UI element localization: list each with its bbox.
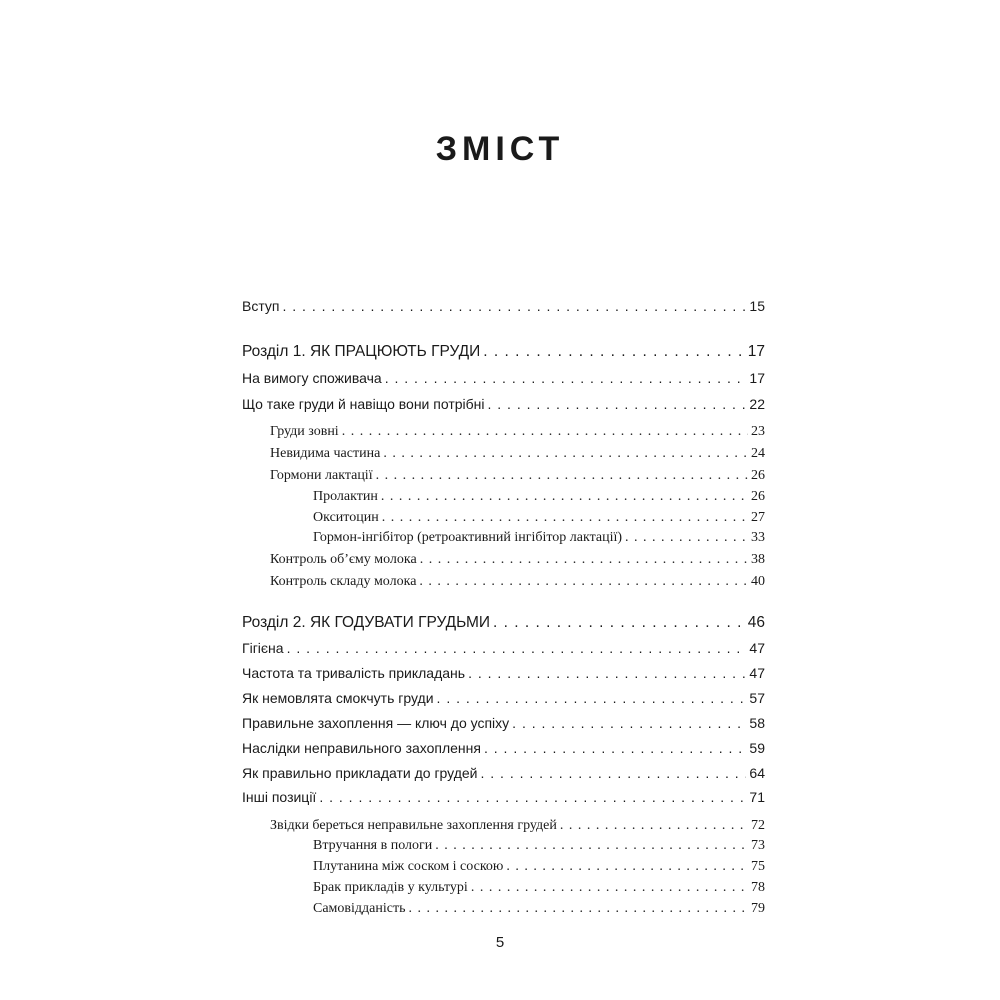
toc-entry-page: 79 — [751, 901, 765, 916]
toc-entry-page: 27 — [751, 510, 765, 525]
toc-subsubentry — [313, 510, 765, 526]
toc-subsubentry — [313, 880, 765, 896]
dot-leader — [382, 510, 748, 526]
dot-leader — [283, 298, 747, 314]
dot-leader — [483, 343, 744, 361]
toc-entry-title: Плутанина між соском і соскою — [313, 859, 504, 874]
toc-entry-page: 73 — [751, 838, 765, 853]
dot-leader — [435, 838, 748, 854]
toc-entry-title: Інші позиції — [242, 789, 317, 805]
toc-entry-page: 23 — [751, 424, 765, 439]
toc-entry-title: Вступ — [242, 298, 280, 314]
dot-leader — [437, 690, 747, 706]
toc-entry-page: 46 — [747, 614, 765, 631]
toc-subentry — [270, 424, 765, 440]
dot-leader — [420, 552, 748, 568]
toc-entry-title: Контроль об’єму молока — [270, 552, 417, 567]
toc-entry — [242, 396, 765, 412]
toc-subsubentry — [313, 901, 765, 917]
toc-entry-page: 72 — [751, 818, 765, 833]
dot-leader — [481, 765, 747, 781]
dot-leader — [506, 859, 748, 875]
toc-entry-title: Втручання в пологи — [313, 838, 433, 853]
toc-entry-title: Що таке груди й навіщо вони потрібні — [242, 396, 485, 412]
toc-entry-page: 38 — [751, 552, 765, 567]
dot-leader — [383, 446, 748, 462]
toc-entry-title: Як немовлята смокчуть груди — [242, 690, 434, 706]
toc-chapter — [242, 343, 765, 361]
toc-entry-page: 40 — [751, 574, 765, 589]
toc-entry-page: 71 — [749, 789, 765, 805]
toc-entry-title: Пролактин — [313, 489, 378, 504]
dot-leader — [287, 640, 747, 656]
toc-entry-page: 17 — [747, 343, 765, 360]
toc-entry-page: 22 — [749, 396, 765, 412]
toc-entry-title: Груди зовні — [270, 424, 339, 439]
toc-entry — [242, 765, 765, 781]
toc-subsubentry — [313, 489, 765, 505]
dot-leader — [488, 396, 747, 412]
toc-entry-page: 33 — [751, 530, 765, 545]
toc-entry-title: Брак прикладів у культурі — [313, 880, 468, 895]
toc-entry — [242, 715, 765, 731]
dot-leader — [376, 468, 748, 484]
toc-chapter — [242, 614, 765, 632]
toc-entry-page: 47 — [749, 640, 765, 656]
dot-leader — [385, 370, 747, 386]
toc-entry-page: 58 — [749, 715, 765, 731]
toc-subentry — [270, 574, 765, 590]
dot-leader — [342, 424, 748, 440]
toc-entry-page: 24 — [751, 446, 765, 461]
toc-entry-title: Гігієна — [242, 640, 284, 656]
toc-entry — [242, 690, 765, 706]
page-title: ЗМІСТ — [435, 130, 565, 168]
toc-entry-title: Контроль складу молока — [270, 574, 417, 589]
toc-subentry — [270, 468, 765, 484]
toc-entry-title: Розділ 1. ЯК ПРАЦЮЮТЬ ГРУДИ — [242, 343, 481, 360]
toc-entry-title: Невидима частина — [270, 446, 381, 461]
toc-entry-page: 64 — [749, 765, 765, 781]
toc-subentry — [270, 446, 765, 462]
dot-leader — [408, 901, 748, 917]
toc-entry — [242, 665, 765, 681]
dot-leader — [493, 614, 745, 632]
dot-leader — [419, 574, 748, 590]
dot-leader — [468, 665, 746, 681]
toc-entry — [242, 740, 765, 756]
toc-entry — [242, 789, 765, 805]
dot-leader — [319, 789, 746, 805]
toc-entry-title: Звідки береться неправильне захоплення грудей — [270, 818, 557, 833]
toc-subsubentry — [313, 530, 765, 546]
page-number: 5 — [495, 934, 505, 951]
toc-entry-page: 75 — [751, 859, 765, 874]
toc-entry-title: Розділ 2. ЯК ГОДУВАТИ ГРУДЬМИ — [242, 614, 491, 631]
toc-entry — [242, 370, 765, 386]
toc-entry-title: На вимогу споживача — [242, 370, 382, 386]
toc-entry — [242, 298, 765, 314]
dot-leader — [560, 818, 748, 834]
toc-entry-title: Як правильно прикладати до грудей — [242, 765, 478, 781]
toc-entry-page: 59 — [749, 740, 765, 756]
dot-leader — [512, 715, 746, 731]
toc-entry-title: Правильне захоплення — ключ до успіху — [242, 715, 510, 731]
toc-entry-page: 26 — [751, 468, 765, 483]
toc-entry-title: Самовідданість — [313, 901, 406, 916]
toc-subsubentry — [313, 838, 765, 854]
toc-subentry — [270, 552, 765, 568]
table-of-contents — [242, 0, 765, 1000]
toc-entry-title: Частота та тривалість прикладань — [242, 665, 466, 681]
toc-subentry — [270, 818, 765, 834]
toc-subsubentry — [313, 859, 765, 875]
toc-entry-page: 15 — [749, 298, 765, 314]
dot-leader — [484, 740, 746, 756]
toc-entry-title: Гормон-інгібітор (ретроактивний інгібітор лактації) — [313, 530, 623, 545]
toc-entry-title: Гормони лактації — [270, 468, 373, 483]
dot-leader — [471, 880, 748, 896]
dot-leader — [625, 530, 748, 546]
toc-entry-page: 47 — [749, 665, 765, 681]
dot-leader — [381, 489, 748, 505]
toc-entry-page: 78 — [751, 880, 765, 895]
toc-entry-title: Окситоцин — [313, 510, 379, 525]
toc-entry-title: Наслідки неправильного захоплення — [242, 740, 481, 756]
toc-entry-page: 17 — [749, 370, 765, 386]
toc-entry-page: 57 — [749, 690, 765, 706]
toc-entry-page: 26 — [751, 489, 765, 504]
toc-entry — [242, 640, 765, 656]
